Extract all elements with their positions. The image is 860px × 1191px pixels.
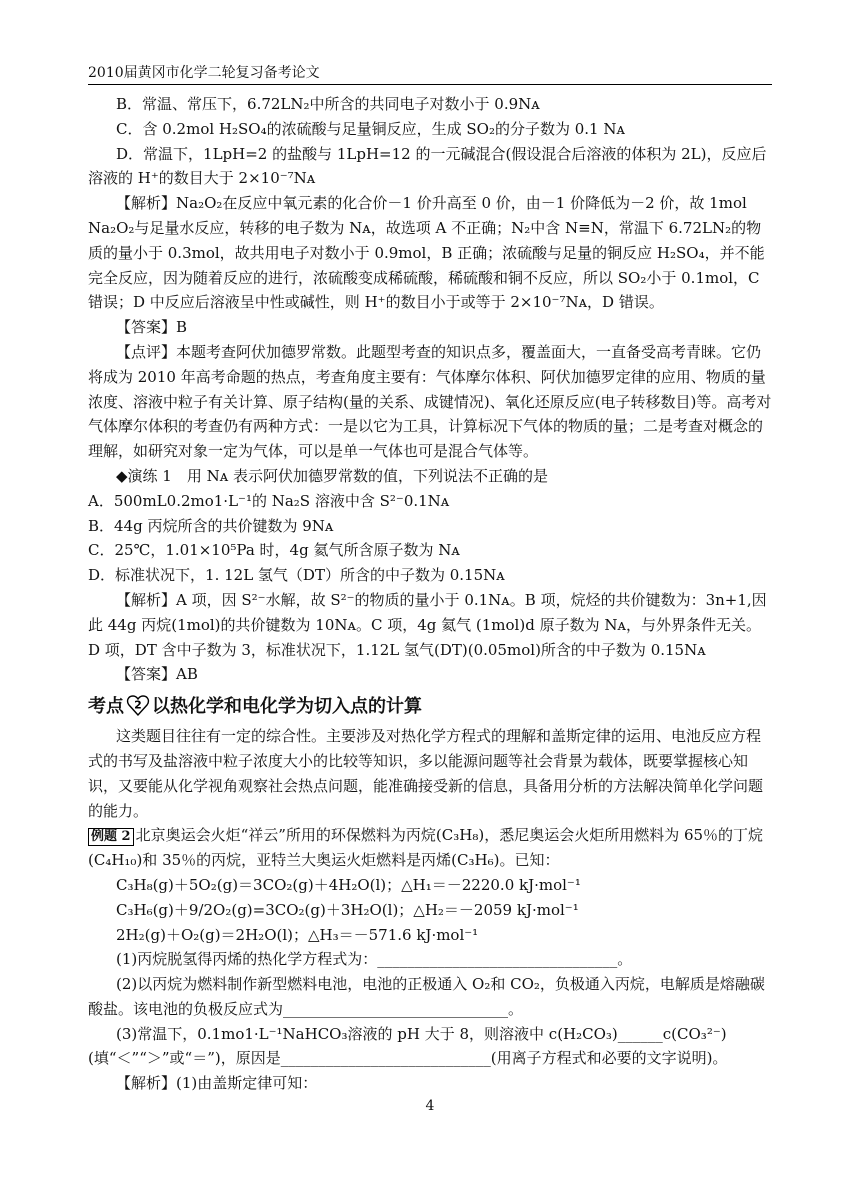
section-prefix: 考点 [88, 696, 124, 718]
comment-paragraph: 【点评】本题考查阿伏加德罗常数。此题型考查的知识点多，覆盖面大，一直备受高考青睐。它仍将成为 2010 年高考命题的热点，考查角度主要有：气体摩尔体积、阿伏加德罗定律的应用、物质的量浓度、溶液中粒子有关计算、原子结构(量的关系、成键情况)、氧化还原反应(电子转移数目)等。高考对气体摩尔体积的考查仍有两种方式：一是以它为工具，计算标况下气体的物质的量；二是考查对概念的理解，如研究对象一定为气体，可以是单一气体也可是混合气体等。 [88, 342, 772, 461]
example-analysis: 【解析】(1)由盖斯定律可知： [116, 1074, 318, 1093]
option-b-line: B．常温、常压下，6.72LN₂中所含的共同电子对数小于 0.9Nᴀ [116, 95, 540, 113]
exercise-title: ◆演练 1 用 Nᴀ 表示阿伏加德罗常数的值，下列说法不正确的是 [116, 466, 548, 485]
heart-badge-icon [126, 693, 150, 717]
page-header: 2010届黄冈市化学二轮复习备考论文 [88, 64, 772, 85]
option-d-line: D．常温下，1LpH=2 的盐酸与 1LpH=12 的一元碱混合(假设混合后溶液的体积为 2L)，反应后溶液的 H⁺的数目大于 2×10⁻⁷Nᴀ [88, 144, 767, 188]
section-heading [88, 694, 772, 720]
option-c-line: C．含 0.2mol H₂SO₄的浓硫酸与足量铜反应，生成 SO₂的分子数为 0.1 Nᴀ [116, 119, 625, 138]
equation-2: C₃H₆(g)＋9/2O₂(g)=3CO₂(g)＋3H₂O(l)；△H₂＝－2059 kJ·mol⁻¹ [116, 900, 579, 919]
exercise-option-d: D．标准状况下，1. 12L 氢气（DT）所含的中子数为 0.15Nᴀ [88, 566, 505, 585]
example-paragraph [88, 823, 772, 873]
section-title: 以热化学和电化学为切入点的计算 [152, 696, 422, 718]
question-2: (2)以丙烷为燃料制作新型燃料电池，电池的正极通入 O₂和 CO₂，负极通入丙烷，电解质是熔融碳酸盐。该电池的负极反应式为______________________________。 [88, 975, 765, 1018]
equation-3: 2H₂(g)＋O₂(g)＝2H₂O(l)；△H₃＝－571.6 kJ·mol⁻¹ [116, 925, 479, 944]
section-badge-number: 2 [134, 698, 142, 712]
example-text: 北京奥运会火炬“祥云”所用的环保燃料为丙烷(C₃H₈)，悉尼奥运会火炬所用燃料为 65％的丁烷(C₄H₁₀)和 35％的丙烷，亚特兰大奥运火炬燃料是丙烯(C₃H₆)。已知： [88, 826, 764, 870]
exercise-analysis: 【解析】A 项，因 S²⁻水解，故 S²⁻的物质的量小于 0.1Nᴀ。B 项，烷烃的共价键数为：3n+1,因此 44g 丙烷(1mol)的共价键数为 10Nᴀ。C 项，4g 氦气 (1mol)d 原子数为 Nᴀ，与外界条件无关。D 项，DT 含中子数为 3，标准状况下，1.12L 氢气(DT)(0.05mol)所含的中子数为 0.15Nᴀ [88, 590, 767, 659]
equation-1: C₃H₈(g)＋5O₂(g)＝3CO₂(g)＋4H₂O(l)；△H₁＝－2220.0 kJ·mol⁻¹ [116, 875, 581, 894]
exercise-answer: 【答案】AB [116, 665, 198, 684]
page-number: 4 [425, 1098, 435, 1114]
exercise-option-a: A．500mL0.2mo1·L⁻¹的 Na₂S 溶液中含 S²⁻0.1Nᴀ [88, 491, 450, 510]
section-intro: 这类题目往往有一定的综合性。主要涉及对热化学方程式的理解和盖斯定律的运用、电池反应方程式的书写及盐溶液中粒子浓度大小的比较等知识，多以能源问题等社会背景为载体，既要掌握核心知识，又要能从化学视角观察社会热点问题，能准确接受新的信息，具备用分析的方法解决简单化学问题的能力。 [88, 727, 764, 820]
analysis-paragraph: 【解析】Na₂O₂在反应中氧元素的化合价－1 价升高至 0 价，由－1 价降低为－2 价，故 1mol Na₂O₂与足量水反应，转移的电子数为 Nᴀ，故选项 A 不正确；N₂中含 N≡N，常温下 6.72LN₂的物质的量小于 0.3mol，故共用电子对数小于 0.9mol，B 正确；浓硫酸与足量的铜反应 H₂SO₄，并不能完全反应，因为随着反应的进行，浓硫酸变成稀硫酸，稀硫酸和铜不反应，所以 SO₂小于 0.1mol，C 错误；D 中反应后溶液呈中性或碱性，则 H⁺的数目小于或等于 2×10⁻⁷Nᴀ，D 错误。 [88, 194, 765, 312]
exercise-option-c: C．25℃，1.01×10⁵Pa 时，4g 氦气所含原子数为 Nᴀ [88, 541, 460, 560]
page-content [88, 92, 772, 1096]
example-label: 例题 2 [88, 828, 134, 846]
question-1: (1)丙烷脱氢得丙烯的热化学方程式为：________________________________。 [116, 950, 633, 969]
answer-line: 【答案】B [116, 318, 188, 337]
exercise-option-b: B．44g 丙烷所含的共价键数为 9Nᴀ [88, 516, 334, 535]
question-3: (3)常温下，0.1mo1·L⁻¹NaHCO₃溶液的 pH 大于 8，则溶液中 c(H₂CO₃)______c(CO₃²⁻) (填“＜”“＞”或“＝”)，原因是____________________________(用离子方程式和必要的文字说明)。 [88, 1024, 728, 1068]
